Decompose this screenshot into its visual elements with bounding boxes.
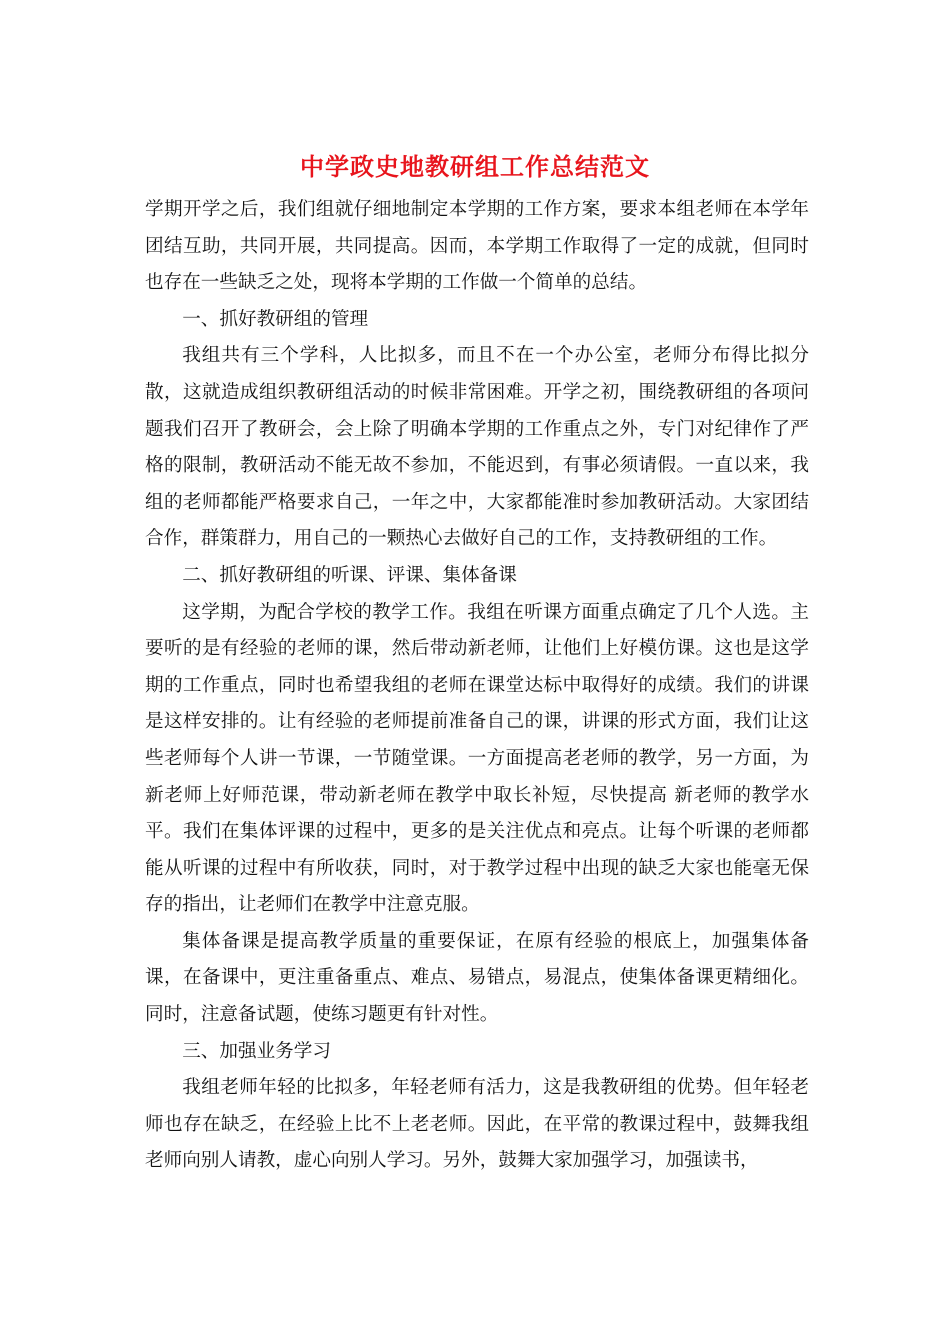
paragraph-lecture: 这学期，为配合学校的教学工作。我组在听课方面重点确定了几个人选。主要听的是有经验的老师的课，然后带动新老师，让他们上好模仿课。这也是这学期的工作重点，同时也希望我组的老师在课堂达标中取得好的成绩。我们的讲课是这样安排的。让有经验的老师提前准备自己的课，讲课的形式方面，我们让这些老师每个人讲一节课，一节随堂课。一方面提高老老师的教学，另一方面，为新老师上好师范课，带动新老师在教学中取长补短，尽快提高 新老师的教学水平。我们在集体评课的过程中，更多的是关注优点和亮点。让每个听课的老师都能从听课的过程中有所收获，同时，对于教学过程中出现的缺乏大家也能毫无保存的指出，让老师们在教学中注意克服。 [145,601,809,916]
paragraph-intro: 学期开学之后，我们组就仔细地制定本学期的工作方案，要求本组老师在本学年团结互助，共同开展，共同提高。因而，本学期工作取得了一定的成就，但同时也存在一些缺乏之处，现将本学期的工作做一个简单的总结。 [145,199,809,294]
paragraph-management: 我组共有三个学科，人比拟多，而且不在一个办公室，老师分布得比拟分散，这就造成组织教研组活动的时候非常困难。开学之初，围绕教研组的各项问题我们召开了教研会，会上除了明确本学期的工作重点之外，专门对纪律作了严格的限制，教研活动不能无故不参加，不能迟到，有事必须请假。一直以来，我组的老师都能严格要求自己，一年之中，大家都能准时参加教研活动。大家团结合作，群策群力，用自己的一颗热心去做好自己的工作，支持教研组的工作。 [145,345,809,550]
document-body [145,192,809,1180]
paragraph-collective-prep: 集体备课是提高教学质量的重要保证，在原有经验的根底上，加强集体备课，在备课中，更注重备重点、难点、易错点，易混点，使集体备课更精细化。同时，注意备试题，使练习题更有针对性。 [145,930,809,1026]
document-title: 中学政史地教研组工作总结范文 [300,152,650,181]
paragraph-study: 我组老师年轻的比拟多，年轻老师有活力，这是我教研组的优势。但年轻老师也存在缺乏，在经验上比不上老老师。因此，在平常的教课过程中，鼓舞我组老师向别人请教，虚心向别人学习。另外，鼓舞大家加强学习，加强读书， [145,1077,809,1172]
section-heading-2: 二、抓好教研组的听课、评课、集体备课 [182,564,517,586]
section-heading-3: 三、加强业务学习 [182,1040,331,1062]
section-heading-1: 一、抓好教研组的管理 [182,308,369,330]
